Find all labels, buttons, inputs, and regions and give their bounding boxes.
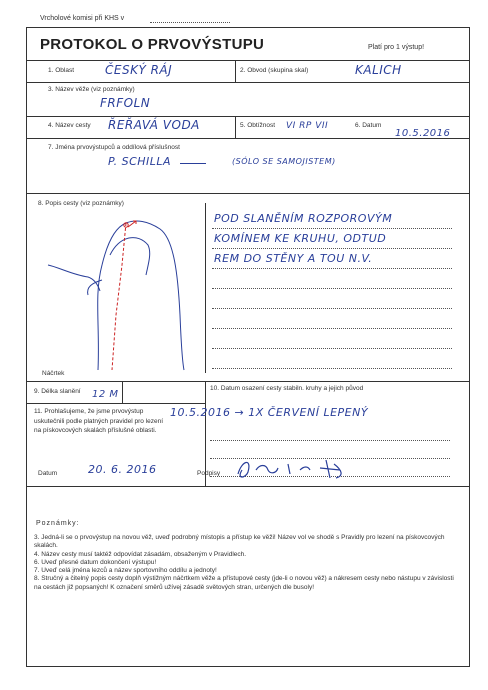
- validity-note: Platí pro 1 výstup!: [368, 44, 425, 51]
- route-line: [112, 223, 126, 370]
- signature-stroke: [238, 460, 341, 478]
- field-7-value: P. SCHILLA: [108, 155, 172, 168]
- field-9-value: 12 M: [92, 389, 119, 400]
- field-6-value: 10.5.2016: [395, 128, 451, 139]
- row-divider: [26, 82, 470, 83]
- notes-list: [34, 534, 454, 592]
- rock-outline: [110, 238, 150, 275]
- date-label: Datum: [38, 470, 58, 477]
- row-divider: [26, 60, 470, 61]
- commission-label: Vrcholové komisi při KHS v: [40, 15, 125, 22]
- field-10-value: 10.5.2016 → 1X ČERVENÍ LEPENÝ: [170, 406, 369, 419]
- col-divider: [235, 60, 236, 82]
- note-item: 6. Uveď přesné datum dokončení výstupu!: [34, 558, 157, 566]
- signature: [230, 456, 370, 484]
- dash-mark: [180, 163, 206, 164]
- note-item: 4. Název cesty musí taktéž odpovídat zásadám, obsaženým v Pravidlech.: [34, 550, 247, 558]
- row-divider: [26, 193, 470, 194]
- field-1-label: 1. Oblast: [48, 67, 75, 74]
- col-divider: [122, 381, 123, 403]
- field-11-text: 11. Prohlašujeme, že jsme prvovýstup uskutečnili podle platných pravidel pro lezení na pískovcových skalách příslušné oblasti.: [34, 408, 163, 434]
- field-4-label: 4. Název cesty: [48, 122, 91, 129]
- row-divider: [26, 403, 206, 404]
- field-5-value: VI RP VII: [286, 121, 329, 131]
- note-item: 8. Stručný a čitelný popis cesty doplň výstižným náčrtkem věže a přístupové cesty (jde-li o novou věž) a nákresem cesty nebo nástupu v závislosti na cestách již popsaných! K označení směrů užívej zásadě světových stran, určených dle busoly!: [34, 575, 454, 591]
- date-value: 20. 6. 2016: [88, 463, 157, 476]
- sketch-label: Náčrtek: [42, 370, 65, 377]
- row-divider: [26, 381, 470, 382]
- field-4-value: ŘEŘAVÁ VODA: [108, 118, 200, 132]
- row-divider: [26, 116, 470, 117]
- rock-outline: [98, 221, 184, 370]
- field-3-value: FRFOLN: [100, 96, 151, 110]
- field-2-value: KALICH: [355, 63, 402, 77]
- field-3-label: 3. Název věže (viz poznámky): [48, 86, 135, 93]
- field-9-label: 9. Délka slanění: [34, 388, 81, 395]
- row-divider: [26, 486, 470, 487]
- field-2-label: 2. Obvod (skupina skal): [240, 67, 309, 74]
- field-1-value: ČESKÝ RÁJ: [105, 63, 173, 77]
- route-description-line: REM DO STĚNY A TOU N.V.: [214, 252, 373, 265]
- field-8-label: 8. Popis cesty (viz poznámky): [38, 200, 124, 207]
- signature-label: Podpisy: [197, 470, 221, 477]
- field-7-label: 7. Jména prvovýstupců a oddílová příslušnost: [48, 144, 180, 151]
- row-divider: [26, 138, 470, 139]
- field-10-label: 10. Datum osazení cesty stabiln. kruhy a jejich původ: [210, 385, 364, 392]
- field-5-label: 5. Obtížnost: [240, 122, 276, 129]
- note-item: 7. Uveď celá jména lezců a název sportovního oddílu a jednoty!: [34, 567, 217, 575]
- notes-title: Poznámky:: [36, 520, 80, 527]
- rock-outline: [48, 265, 100, 291]
- route-sketch: [28, 205, 208, 375]
- route-description-line: KOMÍNEM KE KRUHU, ODTUD: [214, 232, 387, 245]
- field-7-note: (SÓLO SE SAMOJISTEM): [232, 157, 336, 166]
- commission-blank: [150, 22, 230, 23]
- field-6-label: 6. Datum: [355, 122, 382, 129]
- page-title: PROTOKOL O PRVOVÝSTUPU: [40, 36, 265, 53]
- col-divider: [235, 116, 236, 138]
- col-divider: [205, 203, 206, 373]
- route-description-line: POD SLANĚNÍM ROZPOROVÝM: [214, 212, 393, 225]
- note-item: 3. Jedná-li se o prvovýstup na novou věž, uveď podrobný místopis a přístup ke věži! Název vol ve shodě s Pravidly pro lezení na pískovcových skalách.: [34, 534, 445, 550]
